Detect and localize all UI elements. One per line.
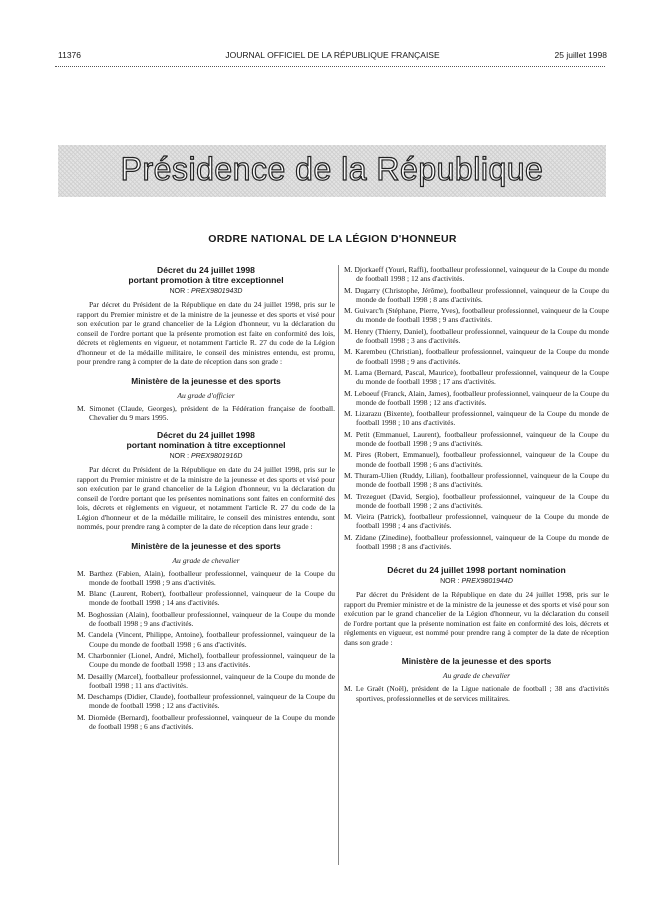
list-item: M. Lizarazu (Bixente), footballeur professionnel, vainqueur de la Coupe du monde de football 1998 ; 10 ans d'activités. — [344, 409, 609, 428]
right-column — [344, 265, 609, 705]
nor-reference — [344, 578, 609, 585]
decree-nomination-exceptionnel — [77, 430, 335, 731]
ministry-heading: Ministère de la jeunesse et des sports — [131, 540, 281, 551]
decree-title: Décret du 24 juillet 1998 portant nomination — [387, 565, 566, 576]
column-divider — [338, 265, 339, 865]
header-rule — [55, 66, 605, 67]
list-item: M. Desailly (Marcel), footballeur professionnel, vainqueur de la Coupe du monde de football 1998 ; 11 ans d'activités. — [77, 671, 335, 690]
nor-reference — [77, 453, 335, 460]
nor-code: PREX9801944D — [461, 578, 513, 586]
left-column — [77, 265, 335, 733]
list-item: M. Lama (Bernard, Pascal, Maurice), footballeur professionnel, vainqueur de la Coupe du monde de football 1998 ; 17 ans d'activités. — [344, 367, 609, 387]
list-item: M. Leboeuf (Franck, Alain, James), footballeur professionnel, vainqueur de la Coupe du monde de football 1998 ; 12 ans d'activités. — [344, 388, 609, 407]
list-item: M. Petit (Emmanuel, Laurent), footballeur professionnel, vainqueur de la Coupe du monde de football 1998 ; 9 ans d'activités. — [344, 429, 609, 449]
list-item: M. Henry (Thierry, Daniel), footballeur professionnel, vainqueur de la Coupe du monde de football 1998 ; 3 ans d'activités. — [344, 326, 609, 346]
list-item: M. Thuram-Ulien (Ruddy, Lilian), footballeur professionnel, vainqueur de la Coupe du monde de football 1998 ; 8 ans d'activités. — [344, 470, 609, 490]
decree-title-line: Décret du 24 juillet 1998 — [157, 265, 255, 275]
decree-text: Par décret du Président de la République en date du 24 juillet 1998, pris sur le rapport du Premier ministre et de la ministre de la jeunesse et des sports et visé pour son exécution par le grand chancelier de la Légion d'honneur, vu la déclaration du conseil de l'ordre portant que la présente promotion est faite en conformité des lois, décrets et règlements en vigueur, et notamment l'article R. 27 du code de la Légion d'honneur et de la médaille militaire, le conseil des ministres entendu, est promu, pour prendre rang à compter de la date de réception dans son grade : — [77, 300, 335, 366]
list-item: M. Zidane (Zinedine), footballeur professionnel, vainqueur de la Coupe du monde de football 1998 ; 8 ans d'activités. — [344, 532, 609, 552]
decree-nomination — [344, 565, 609, 703]
decree-title-line: portant nomination à titre exceptionnel — [126, 440, 286, 451]
section-banner — [58, 145, 606, 197]
list-item: M. Deschamps (Didier, Claude), footballeur professionnel, vainqueur de la Coupe du monde de football 1998 ; 12 ans d'activités. — [77, 692, 335, 711]
list-item: M. Dugarry (Christophe, Jérôme), footballeur professionnel, vainqueur de la Coupe du monde de football 1998 ; 8 ans d'activités. — [344, 285, 609, 304]
decree-text: Par décret du Président de la République en date du 24 juillet 1998, pris sur le rapport du Premier ministre et de la ministre de la jeunesse et des sports et visé pour son exécution par le grand chancelier de la Légion d'honneur, vu la déclaration du conseil de l'ordre portant que les présentes nominations sont faites en conformité des lois, décrets et règlements en vigueur, et notamment l'article R. 27 du code de la Légion d'honneur et de la médaille militaire, le conseil des ministres entendu, sont nommés, pour prendre rang à compter de la date de réception dans leur grade : — [77, 465, 335, 532]
list-item: M. Barthez (Fabien, Alain), footballeur professionnel, vainqueur de la Coupe du monde de football 1998 ; 9 ans d'activités. — [77, 568, 335, 587]
decree-text: Par décret du Président de la République en date du 24 juillet 1998, pris sur le rapport du Premier ministre et de la ministre de la jeunesse et des sports et visé pour son exécution par le grand chancelier de la Légion d'honneur, vu la déclaration du conseil de l'ordre portant que la présente nomination est faite en conformité des lois, décrets et règlements en vigueur, est nommé pour prendre rang à compter de la date de réception dans son grade : — [344, 590, 609, 647]
grade-heading: Au grade de chevalier — [172, 555, 240, 565]
list-item: M. Charbonnier (Lionel, André, Michel), footballeur professionnel, vainqueur de la Coupe du monde de football 1998 ; 13 ans d'activités. — [77, 650, 335, 670]
page-header — [0, 50, 665, 64]
nor-code: PREX9801916D — [191, 453, 243, 461]
list-item: M. Diomède (Bernard), footballeur professionnel, vainqueur de la Coupe du monde de football 1998 ; 6 ans d'activités. — [77, 712, 335, 732]
page-number: 11376 — [58, 50, 82, 60]
decree-title-line: portant promotion à titre exceptionnel — [128, 275, 284, 285]
decree-title-line: Décret du 24 juillet 1998 — [157, 430, 255, 441]
list-item: M. Candela (Vincent, Philippe, Antoine), footballeur professionnel, vainqueur de la Coupe du monde de football 1998 ; 6 ans d'activités. — [77, 630, 335, 649]
list-item: M. Pires (Robert, Emmanuel), footballeur professionnel, vainqueur de la Coupe du monde de football 1998 ; 6 ans d'activités. — [344, 450, 609, 469]
list-item: M. Le Graët (Noël), président de la Ligue nationale de football ; 38 ans d'activités sportives, professionnelles et de services militaires. — [344, 684, 609, 703]
list-item: M. Djorkaeff (Youri, Raffi), footballeur professionnel, vainqueur de la Coupe du monde de football 1998 ; 12 ans d'activités. — [344, 265, 609, 284]
nor-code: PREX9801943D — [191, 288, 243, 295]
nor-reference — [77, 288, 335, 295]
grade-heading: Au grade d'officier — [177, 390, 235, 400]
ministry-heading: Ministère de la jeunesse et des sports — [131, 375, 281, 386]
list-item: M. Guivarc'h (Stéphane, Pierre, Yves), footballeur professionnel, vainqueur de la Coupe du monde de football 1998 ; 9 ans d'activités. — [344, 306, 609, 325]
list-item: M. Simonet (Claude, Georges), président de la Fédération française de football. Chevalier du 9 mars 1995. — [77, 403, 335, 422]
nor-label: NOR : — [169, 288, 190, 295]
list-item: M. Vieira (Patrick), footballeur professionnel, vainqueur de la Coupe du monde de football 1998 ; 4 ans d'activités. — [344, 512, 609, 531]
nor-label: NOR : — [169, 453, 190, 461]
grade-heading: Au grade de chevalier — [442, 671, 511, 681]
list-item: M. Karembeu (Christian), footballeur professionnel, vainqueur de la Coupe du monde de football 1998 ; 9 ans d'activités. — [344, 347, 609, 366]
journal-title: JOURNAL OFFICIEL DE LA RÉPUBLIQUE FRANÇAISE — [225, 50, 440, 60]
issue-date: 25 juillet 1998 — [554, 50, 607, 60]
list-item: M. Boghossian (Alain), footballeur professionnel, vainqueur de la Coupe du monde de football 1998 ; 9 ans d'activités. — [77, 609, 335, 629]
nor-label: NOR : — [440, 578, 460, 586]
order-title: ORDRE NATIONAL DE LA LÉGION D'HONNEUR — [208, 233, 457, 245]
ministry-heading: Ministère de la jeunesse et des sports — [401, 656, 552, 667]
banner-title: Présidence de la République — [120, 151, 544, 187]
decree-title — [77, 430, 335, 450]
list-item: M. Blanc (Laurent, Robert), footballeur professionnel, vainqueur de la Coupe du monde de football 1998 ; 14 ans d'activités. — [77, 589, 335, 608]
decree-title — [77, 265, 335, 285]
decree-promotion — [77, 265, 335, 422]
list-item: M. Trezeguet (David, Sergio), footballeur professionnel, vainqueur de la Coupe du monde de football 1998 ; 2 ans d'activités. — [344, 491, 609, 510]
